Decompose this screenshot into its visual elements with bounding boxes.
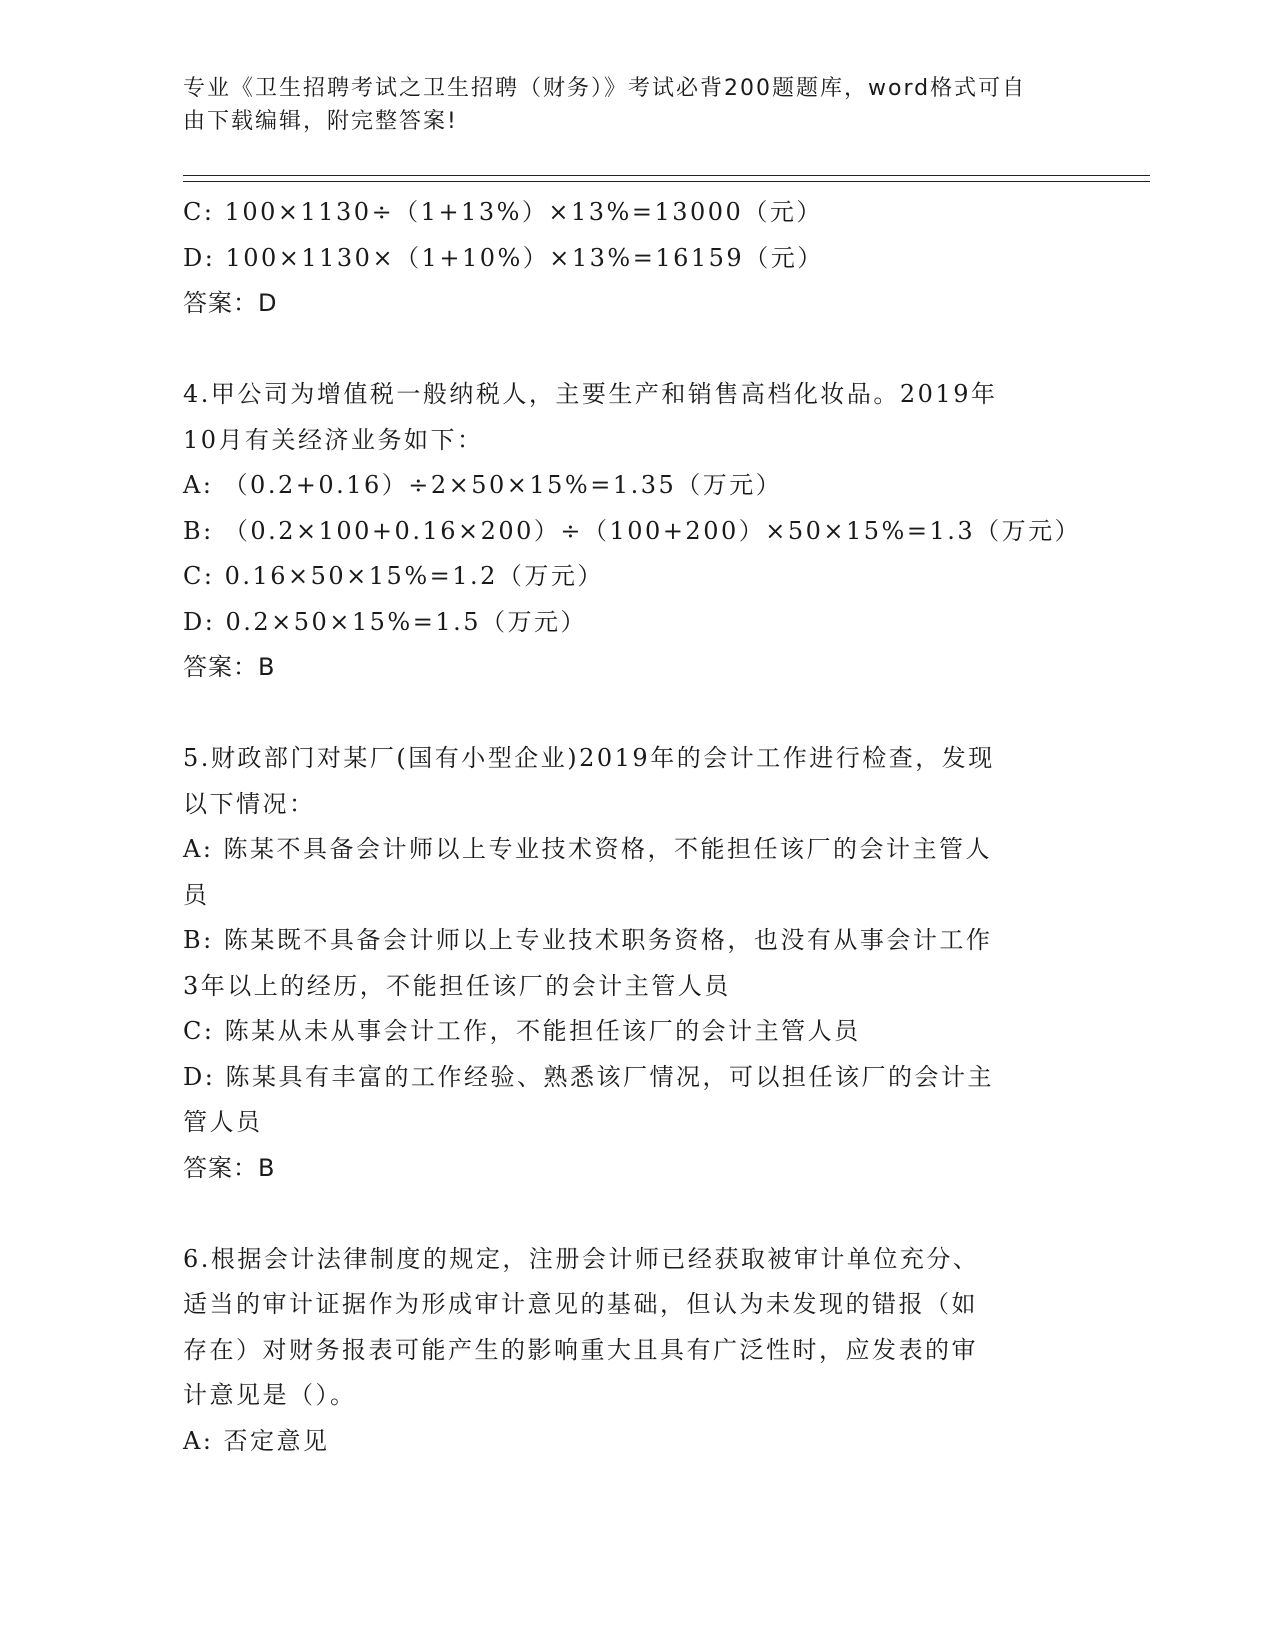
question-6-stem-line-3: 存在）对财务报表可能产生的影响重大且具有广泛性时，应发表的审 [183,1335,978,1364]
question-5-block [183,736,1083,1191]
question-6-stem-line-4: 计意见是（）。 [183,1381,357,1409]
question-4-option-a: A: （0.2+0.16）÷2×50×15%=1.35（万元） [183,471,783,499]
question-6-block [183,1237,1083,1465]
question-6-stem-line-1: 6.根据会计法律制度的规定，注册会计师已经获取被审计单位充分、 [183,1244,980,1273]
question-4-stem-line-1: 4.甲公司为增值税一般纳税人，主要生产和销售高档化妆品。2019年 [183,380,998,408]
question-5-option-b-line-1: B: 陈某既不具备会计师以上专业技术职务资格，也没有从事会计工作 [183,926,993,954]
header-line-2: 由下载编辑，附完整答案! [183,109,458,134]
question-3-answer: 答案：D [183,289,278,317]
header-divider-top [183,175,1150,176]
document-body [183,190,1083,1464]
question-4-stem-line-2: 10月有关经济业务如下： [183,425,484,454]
question-5-option-c: C: 陈某从未从事会计工作，不能担任该厂的会计主管人员 [183,1017,861,1045]
question-4-option-b: B: （0.2×100+0.16×200）÷（100+200）×50×15%=1.3（万元） [183,516,1082,545]
question-6-stem-line-2: 适当的审计证据作为形成审计意见的基础，但认为未发现的错报（如 [183,1290,978,1318]
spacer [183,327,1083,373]
question-4-option-d: D: 0.2×50×15%=1.5（万元） [183,607,588,636]
question-5-option-b-line-2: 3年以上的经历，不能担任该厂的会计主管人员 [183,971,731,1000]
question-4-option-c: C: 0.16×50×15%=1.2（万元） [183,562,604,590]
question-5-stem-line-2: 以下情况： [183,789,316,818]
question-5-option-d-line-2: 管人员 [183,1108,263,1136]
header-line-1: 专业《卫生招聘考试之卫生招聘（财务）》考试必背200题题库，word格式可自 [183,76,1027,101]
question-3-block [183,190,1083,327]
question-5-option-d-line-1: D: 陈某具有丰富的工作经验、熟悉该厂情况，可以担任该厂的会计主 [183,1062,994,1091]
question-4-block [183,372,1083,691]
question-6-option-a: A: 否定意见 [183,1426,330,1455]
spacer [183,691,1083,737]
header-divider-bottom [183,181,1150,182]
document-header [183,72,1063,138]
question-4-answer: 答案：B [183,653,276,681]
question-5-answer: 答案：B [183,1153,276,1182]
question-3-option-c: C: 100×1130÷（1+13%）×13%=13000（元） [183,198,823,226]
question-5-option-a-line-2: 员 [183,880,210,909]
question-5-option-a-line-1: A: 陈某不具备会计师以上专业技术资格，不能担任该厂的会计主管人 [183,835,993,863]
question-5-stem-line-1: 5.财政部门对某厂(国有小型企业)2019年的会计工作进行检查，发现 [183,744,995,772]
spacer [183,1191,1083,1237]
question-3-option-d: D: 100×1130×（1+10%）×13%=16159（元） [183,243,824,272]
